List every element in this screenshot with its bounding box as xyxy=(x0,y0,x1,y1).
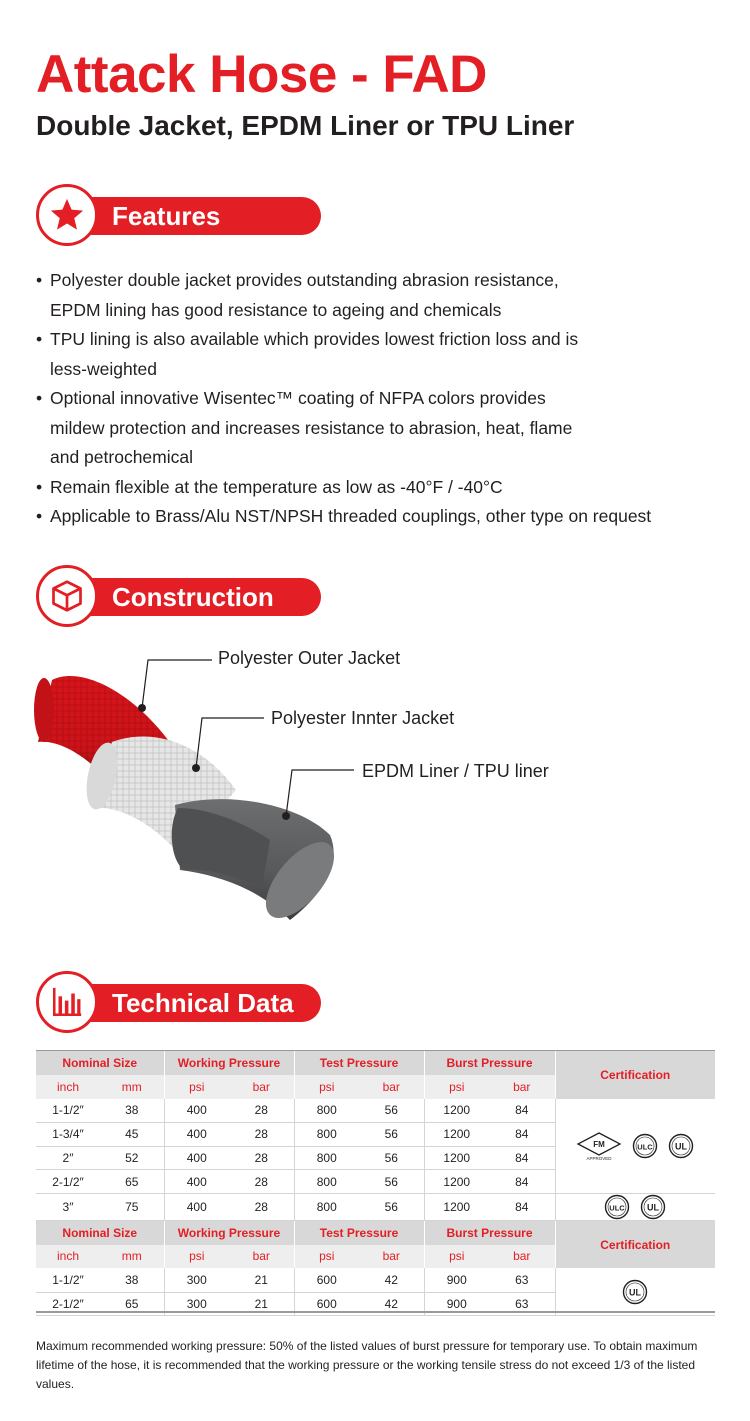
unit-cell: bar xyxy=(229,1245,294,1269)
features-heading-badge xyxy=(36,184,98,246)
certification-logos-ul xyxy=(555,1268,715,1316)
certification-logos-ulc-ul xyxy=(555,1194,715,1221)
table-cell: 300 xyxy=(164,1292,229,1316)
unit-cell: bar xyxy=(229,1075,294,1099)
feature-line: • TPU lining is also available which provides lowest friction loss and is xyxy=(50,329,579,349)
technical-heading-label: Technical Data xyxy=(112,988,294,1018)
table-cell: 63 xyxy=(489,1292,555,1316)
table-cell: 400 xyxy=(164,1146,229,1170)
table-cell: 1200 xyxy=(424,1146,489,1170)
table-cell: 1200 xyxy=(424,1122,489,1146)
table-cell: 63 xyxy=(489,1268,555,1292)
table-cell: 84 xyxy=(489,1146,555,1170)
table-row xyxy=(36,1268,715,1292)
table-cell: 600 xyxy=(294,1292,359,1316)
table-cell: 28 xyxy=(229,1099,294,1123)
table-cell: 38 xyxy=(100,1268,164,1292)
table-cell: 600 xyxy=(294,1268,359,1292)
feature-item xyxy=(36,266,726,325)
page-subtitle: Double Jacket, EPDM Liner or TPU Liner xyxy=(36,110,575,141)
hose-illustration xyxy=(0,630,750,960)
table-cell: 400 xyxy=(164,1099,229,1123)
feature-item xyxy=(36,502,726,532)
outer-jacket-label: Polyester Outer Jacket xyxy=(218,648,401,668)
fm-approved-logo xyxy=(576,1131,622,1161)
svg-text:FM: FM xyxy=(593,1139,606,1149)
unit-cell: psi xyxy=(294,1245,359,1269)
features-heading xyxy=(36,184,326,246)
construction-heading xyxy=(36,565,326,627)
liner-layer xyxy=(172,799,347,929)
feature-line: and petrochemical xyxy=(50,447,193,467)
outer-jacket-marker xyxy=(138,704,146,712)
bar-chart-icon xyxy=(50,985,84,1019)
construction-heading-label: Construction xyxy=(112,582,274,612)
table-cell: 84 xyxy=(489,1194,555,1221)
certification-header: Certification xyxy=(555,1221,715,1269)
table-cell: 300 xyxy=(164,1268,229,1292)
ulc-logo xyxy=(604,1194,630,1220)
table-cell: 45 xyxy=(100,1122,164,1146)
table-cell: 800 xyxy=(294,1194,359,1221)
features-heading-label: Features xyxy=(112,201,221,231)
svg-text:UL: UL xyxy=(675,1141,688,1152)
hose-diagram xyxy=(0,630,750,960)
technical-heading-badge xyxy=(36,971,98,1033)
feature-item xyxy=(36,325,726,384)
unit-cell: inch xyxy=(36,1075,100,1099)
feature-item xyxy=(36,473,726,503)
liner-label: EPDM Liner / TPU liner xyxy=(362,761,549,781)
table-bottom-rule xyxy=(36,1311,715,1313)
table-cell: 800 xyxy=(294,1122,359,1146)
group-header-cell: Test Pressure xyxy=(294,1221,424,1245)
inner-jacket-marker xyxy=(192,764,200,772)
technical-data-table xyxy=(36,1051,715,1316)
unit-cell: bar xyxy=(489,1075,555,1099)
table-cell: 1-3/4″ xyxy=(36,1122,100,1146)
ul-logo xyxy=(622,1279,648,1305)
page-title: Attack Hose - FAD xyxy=(36,45,487,104)
table-cell: 1-1/2″ xyxy=(36,1099,100,1123)
feature-line: EPDM lining has good resistance to ageing and chemicals xyxy=(50,299,502,320)
table-cell: 28 xyxy=(229,1146,294,1170)
table-cell: 65 xyxy=(100,1170,164,1194)
star-icon xyxy=(48,196,86,234)
table-cell: 75 xyxy=(100,1194,164,1221)
inner-jacket-label: Polyester Innter Jacket xyxy=(271,708,455,728)
table-cell: 84 xyxy=(489,1122,555,1146)
unit-cell: psi xyxy=(164,1245,229,1269)
table-group-header xyxy=(36,1051,715,1075)
unit-cell: mm xyxy=(100,1075,164,1099)
feature-line: less-weighted xyxy=(50,358,157,379)
table-cell: 38 xyxy=(100,1099,164,1123)
table-cell: 800 xyxy=(294,1170,359,1194)
feature-line: mildew protection and increases resistance to abrasion, heat, flame xyxy=(50,417,573,438)
table-cell: 1-1/2″ xyxy=(36,1268,100,1292)
table-cell: 900 xyxy=(424,1268,489,1292)
table-row xyxy=(36,1194,715,1221)
unit-cell: psi xyxy=(294,1075,359,1099)
group-header-cell: Working Pressure xyxy=(164,1221,294,1245)
certification-header: Certification xyxy=(555,1051,715,1099)
unit-cell: bar xyxy=(359,1075,424,1099)
table-cell: 84 xyxy=(489,1099,555,1123)
feature-item xyxy=(36,384,726,473)
table-cell: 28 xyxy=(229,1194,294,1221)
group-header-cell: Nominal Size xyxy=(36,1221,164,1245)
table-cell: 56 xyxy=(359,1194,424,1221)
cube-icon xyxy=(49,578,85,614)
ulc-logo xyxy=(632,1133,658,1159)
construction-heading-badge xyxy=(36,565,98,627)
table-cell: 800 xyxy=(294,1099,359,1123)
technical-heading xyxy=(36,971,326,1033)
feature-line: • Applicable to Brass/Alu NST/NPSH threaded couplings, other type on request xyxy=(50,506,652,526)
table-cell: 400 xyxy=(164,1170,229,1194)
table-cell: 900 xyxy=(424,1292,489,1316)
svg-text:UL: UL xyxy=(647,1202,660,1213)
table-group-header xyxy=(36,1221,715,1245)
unit-cell: bar xyxy=(489,1245,555,1269)
table-cell: 42 xyxy=(359,1292,424,1316)
table-cell: 1200 xyxy=(424,1170,489,1194)
unit-cell: bar xyxy=(359,1245,424,1269)
liner-marker xyxy=(282,812,290,820)
features-list xyxy=(36,266,726,532)
group-header-cell: Burst Pressure xyxy=(424,1051,555,1075)
table-row xyxy=(36,1099,715,1123)
feature-line: • Polyester double jacket provides outstanding abrasion resistance, xyxy=(50,270,559,290)
table-cell: 56 xyxy=(359,1146,424,1170)
table-cell: 400 xyxy=(164,1122,229,1146)
unit-cell: mm xyxy=(100,1245,164,1269)
table-cell: 56 xyxy=(359,1122,424,1146)
feature-line: • Remain flexible at the temperature as low as -40°F / -40°C xyxy=(50,476,503,497)
table-cell: 2-1/2″ xyxy=(36,1292,100,1316)
svg-text:ULC: ULC xyxy=(609,1203,625,1213)
group-header-cell: Working Pressure xyxy=(164,1051,294,1075)
unit-cell: psi xyxy=(424,1075,489,1099)
table-cell: 3″ xyxy=(36,1194,100,1221)
group-header-cell: Burst Pressure xyxy=(424,1221,555,1245)
table-cell: 84 xyxy=(489,1170,555,1194)
ul-logo xyxy=(668,1133,694,1159)
unit-cell: psi xyxy=(164,1075,229,1099)
table-cell: 56 xyxy=(359,1099,424,1123)
table-cell: 28 xyxy=(229,1122,294,1146)
table-cell: 52 xyxy=(100,1146,164,1170)
table-cell: 42 xyxy=(359,1268,424,1292)
table-cell: 800 xyxy=(294,1146,359,1170)
footnote: Maximum recommended working pressure: 50% of the listed values of burst pressure for temporary use. To obtain maximum lifetime of the hose, it is recommended that the working pressure or the working tensile stress do not exceed 1/3 of the listed values. xyxy=(36,1339,698,1391)
table-cell: 1200 xyxy=(424,1099,489,1123)
table-cell: 1200 xyxy=(424,1194,489,1221)
table-cell: 21 xyxy=(229,1268,294,1292)
table-cell: 2″ xyxy=(36,1146,100,1170)
table-cell: 400 xyxy=(164,1194,229,1221)
group-header-cell: Test Pressure xyxy=(294,1051,424,1075)
svg-text:UL: UL xyxy=(629,1287,642,1298)
table-cell: 56 xyxy=(359,1170,424,1194)
table-cell: 65 xyxy=(100,1292,164,1316)
table-cell: 28 xyxy=(229,1170,294,1194)
svg-text:ULC: ULC xyxy=(637,1142,653,1152)
unit-cell: inch xyxy=(36,1245,100,1269)
svg-text:APPROVED: APPROVED xyxy=(586,1155,612,1161)
table-cell: 2-1/2″ xyxy=(36,1170,100,1194)
feature-line: • Optional innovative Wisentec™ coating of NFPA colors provides xyxy=(50,388,546,408)
unit-cell: psi xyxy=(424,1245,489,1269)
table-cell: 21 xyxy=(229,1292,294,1316)
group-header-cell: Nominal Size xyxy=(36,1051,164,1075)
certification-logos-fm-ulc-ul xyxy=(555,1099,715,1194)
ul-logo xyxy=(640,1194,666,1220)
